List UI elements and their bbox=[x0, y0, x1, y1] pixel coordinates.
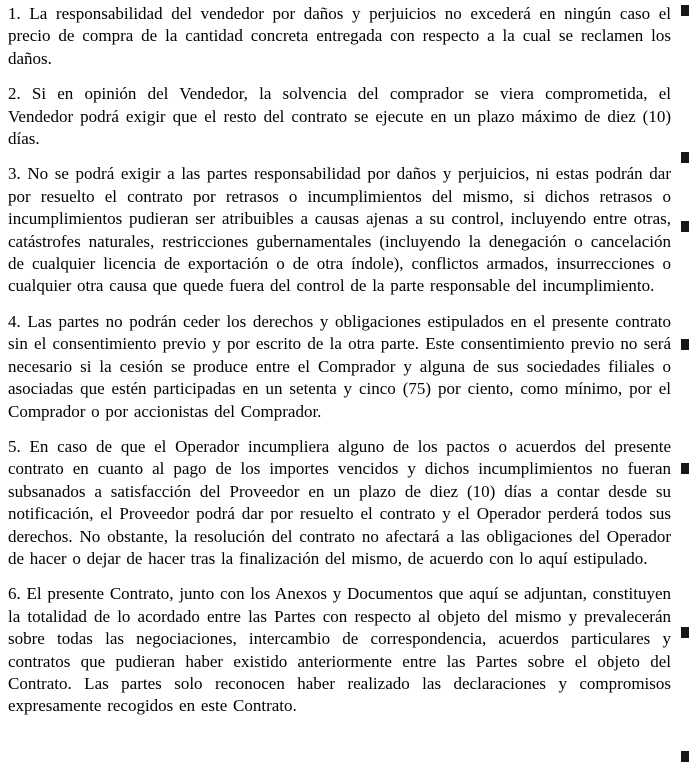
scan-artifact-mark bbox=[681, 339, 689, 350]
contract-clause-3: 3. No se podrá exigir a las partes responsabilidad por daños y perjuicios, ni estas podrán dar por resuelto el contrato por retrasos o incumplimientos del mismo, si dichos retrasos o incumplimientos pudieran ser atribuibles a causas ajenas a su control, incluyendo entre otras, catástrofes naturales, restricciones gubernamentales (incluyendo la denegación o cancelación de cualquier licencia de exportación o de otra índole), conflictos armados, insurrecciones o cualquier otra causa que quede fuera del control de la parte responsable del incumplimiento. bbox=[8, 164, 671, 296]
contract-clause-5: 5. En caso de que el Operador incumpliera alguno de los pactos o acuerdos del presente contrato en cuanto al pago de los importes vencidos y dichos incumplimientos no fueran subsanados a satisfacción del Proveedor en un plazo de diez (10) días a contar desde su notificación, el Proveedor podrá dar por resuelto el contrato y el Operador perderá todos sus derechos. No obstante, la resolución del contrato no afectará a las obligaciones del Operador de hacer o dejar de hacer tras la finalización del mismo, de acuerdo con lo aquí estipulado. bbox=[8, 436, 671, 568]
scan-artifact-mark bbox=[681, 5, 689, 16]
contract-clause-6: 6. El presente Contrato, junto con los Anexos y Documentos que aquí se adjuntan, constituyen la totalidad de lo acordado entre las Partes con respecto al objeto del mismo y prevalecerán sobre todas las negociaciones, intercambio de correspondencia, acuerdos particulares y contratos que pudieran haber existido anteriormente entre las Partes sobre el objeto del Contrato. Las partes solo reconocen haber realizado las declaraciones y compromisos expresamente recogidos en este Contrato. bbox=[8, 584, 671, 716]
scan-artifact-mark bbox=[681, 627, 689, 638]
scan-artifact-mark bbox=[681, 751, 689, 762]
scan-artifact-mark bbox=[681, 152, 689, 163]
contract-clause-2: 2. Si en opinión del Vendedor, la solvencia del comprador se viera comprometida, el Vendedor podrá exigir que el resto del contrato se ejecute en un plazo máximo de diez (10) días. bbox=[8, 84, 671, 149]
scan-artifact-mark bbox=[681, 221, 689, 232]
contract-clause-1: 1. La responsabilidad del vendedor por daños y perjuicios no excederá en ningún caso el precio de compra de la cantidad concreta entregada con respecto a la cual se reclamen los daños. bbox=[8, 4, 671, 68]
contract-clause-4: 4. Las partes no podrán ceder los derechos y obligaciones estipulados en el presente contrato sin el consentimiento previo y por escrito de la otra parte. Este consentimiento previo no será necesario si la cesión se produce entre el Comprador y alguna de sus sociedades filiales o asociadas que estén participadas en un setenta y cinco (75) por ciento, como mínimo, por el Comprador o por accionistas del Comprador. bbox=[8, 311, 671, 421]
scan-artifact-mark bbox=[681, 463, 689, 474]
